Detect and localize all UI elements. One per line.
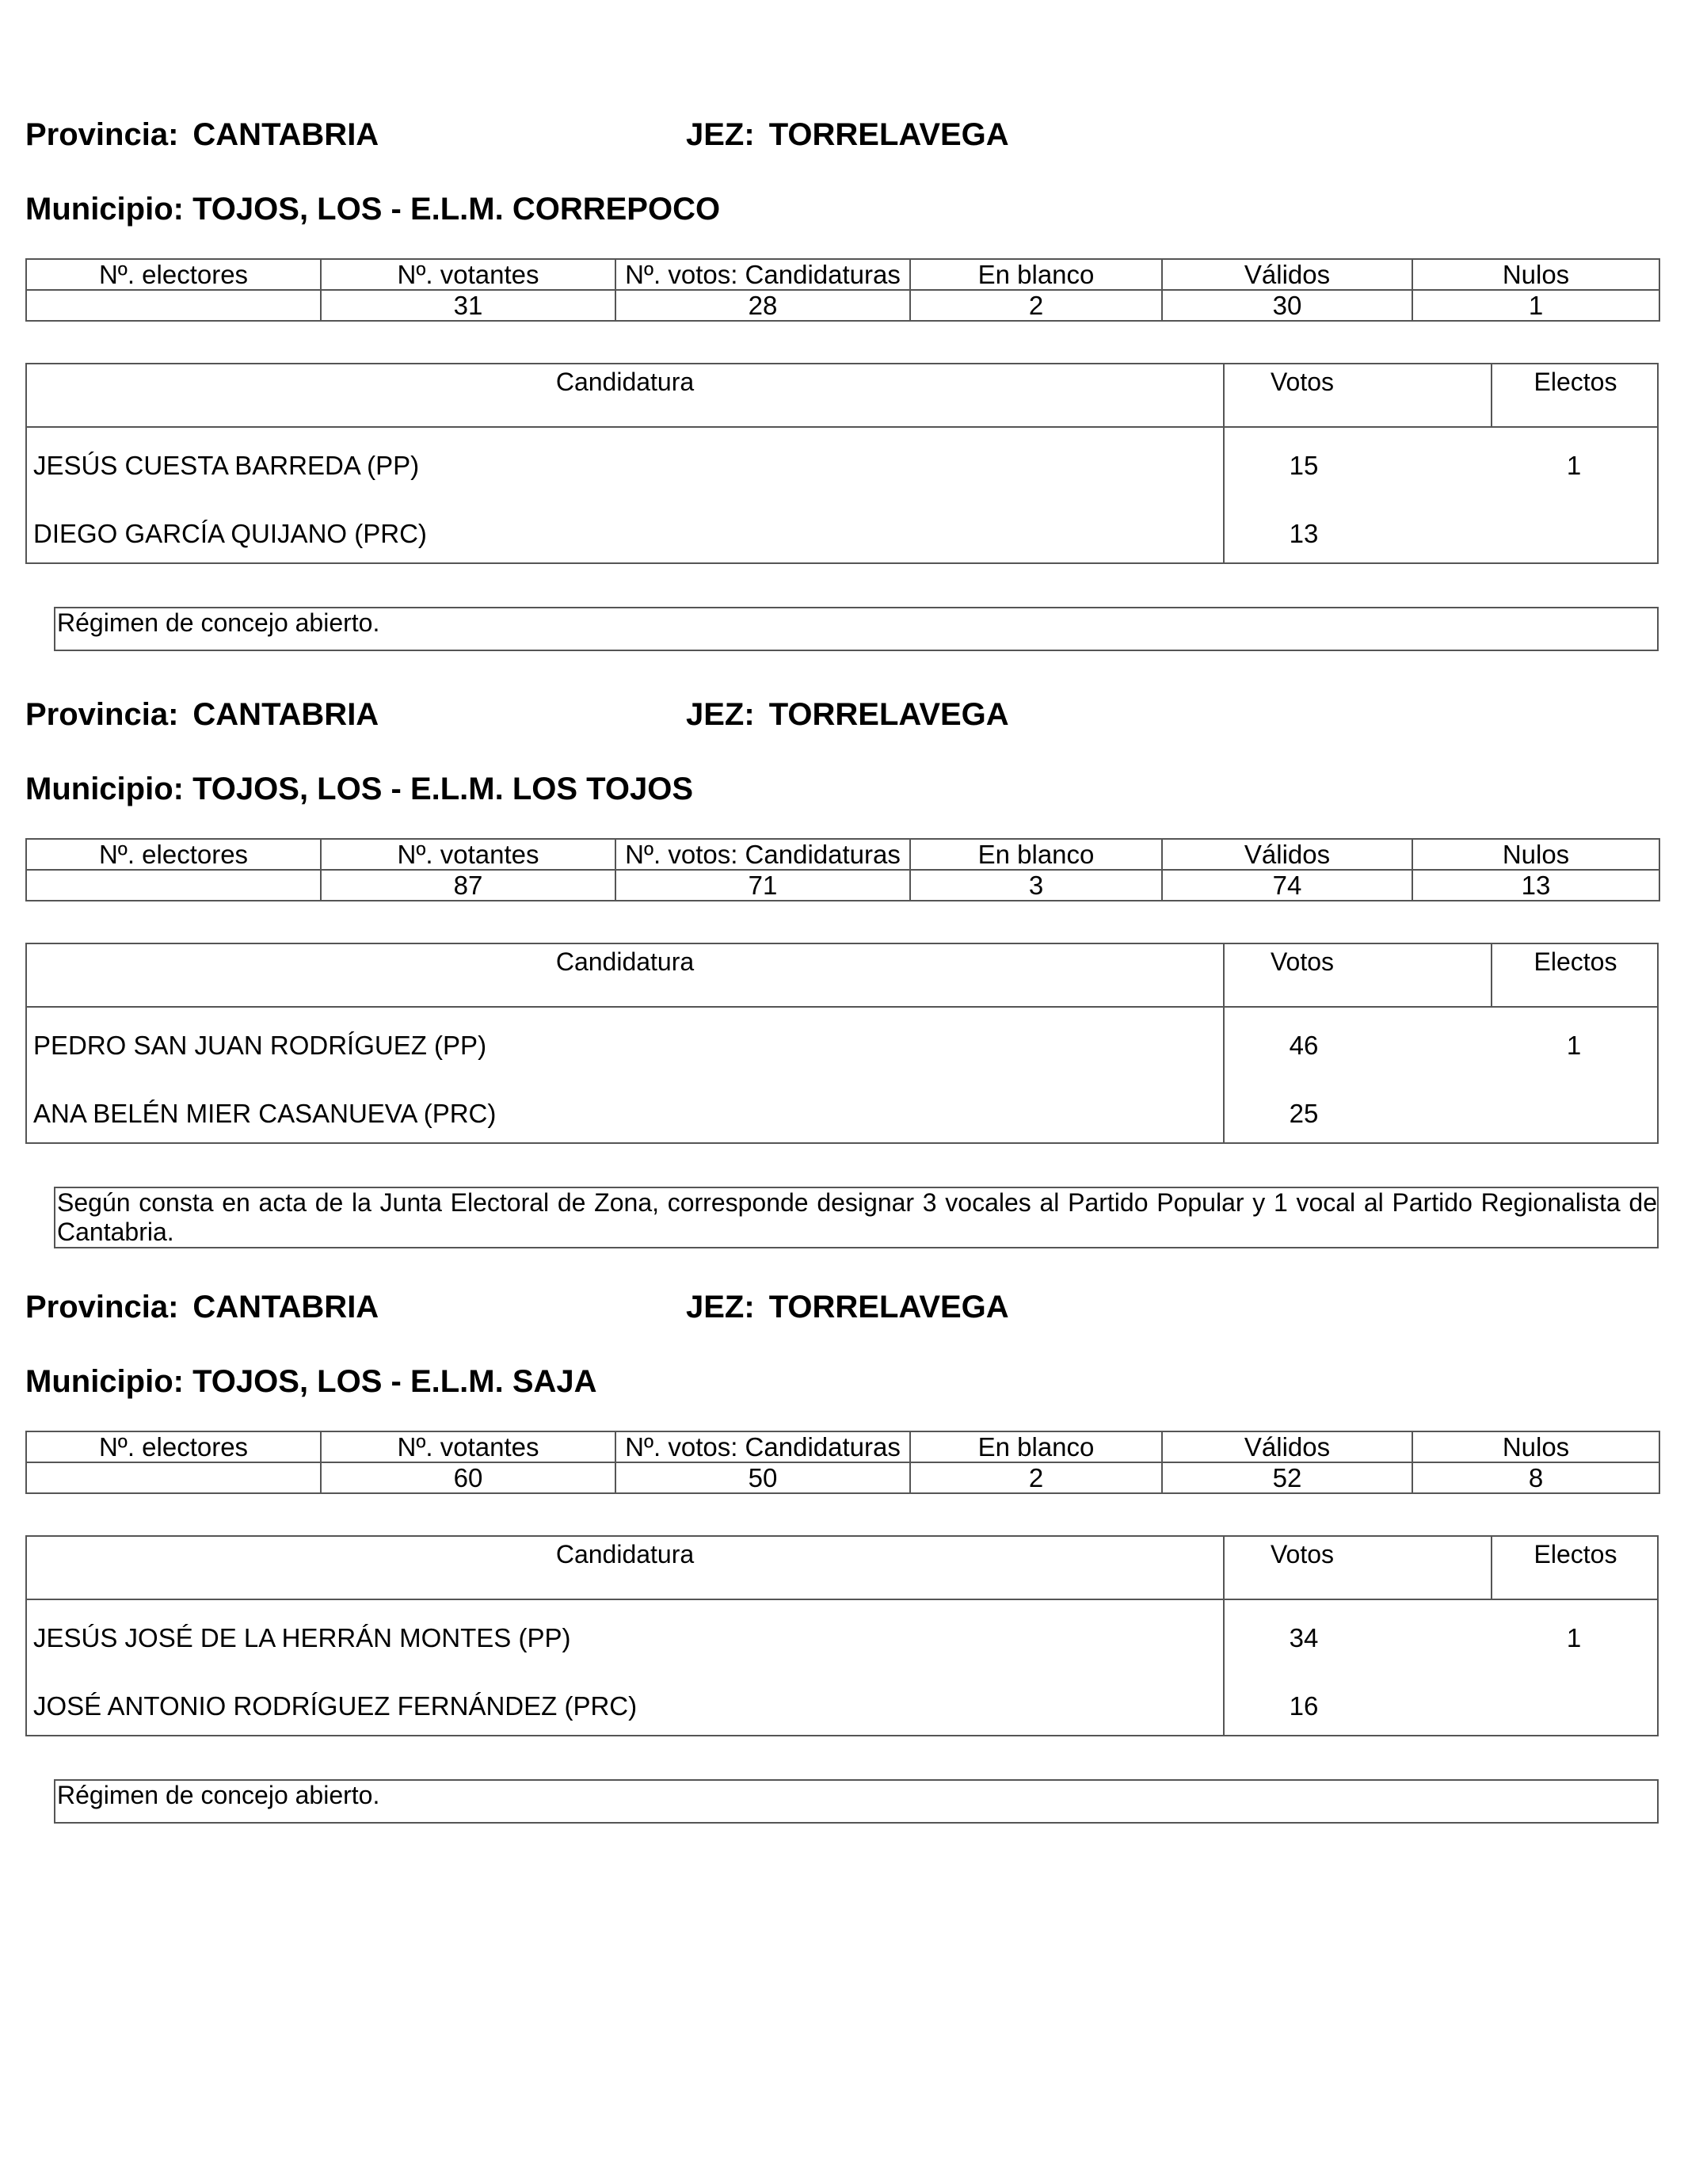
provincia-heading — [25, 1288, 379, 1326]
candidates-table — [25, 943, 1659, 1144]
jez-heading — [686, 1288, 1009, 1326]
jez-label: JEZ: — [686, 1290, 755, 1325]
votos-header: Votos — [1270, 1540, 1335, 1568]
provincia-heading — [25, 116, 379, 154]
jez-heading — [686, 696, 1009, 734]
municipio-heading — [25, 770, 693, 808]
stats-value-votos-candidaturas: 28 — [615, 290, 910, 321]
jez-value: TORRELAVEGA — [768, 117, 1009, 152]
stats-header-row — [26, 259, 1659, 290]
stats-value-electores — [26, 870, 321, 901]
note-box: Régimen de concejo abierto. — [54, 607, 1659, 651]
provincia-label: Provincia: — [25, 697, 179, 732]
candidate-votos: 15 — [1289, 451, 1319, 480]
stats-value-votos-candidaturas: 50 — [615, 1462, 910, 1493]
candidate-votos: 13 — [1289, 519, 1319, 548]
candidate-name: DIEGO GARCÍA QUIJANO (PRC) — [33, 519, 427, 548]
candidate-name: JOSÉ ANTONIO RODRÍGUEZ FERNÁNDEZ (PRC) — [33, 1691, 638, 1721]
stats-header-votos-candidaturas: Nº. votos: Candidaturas — [615, 1431, 910, 1462]
municipio-section — [0, 1172, 1684, 1809]
header-divider — [27, 426, 1556, 428]
stats-value-row — [26, 1462, 1659, 1493]
stats-value-votos-candidaturas: 71 — [615, 870, 910, 901]
candidate-votos: 25 — [1289, 1099, 1319, 1128]
electos-header: Electos — [1534, 947, 1617, 976]
stats-value-row — [26, 290, 1659, 321]
stats-value-nulos: 13 — [1412, 870, 1659, 901]
stats-header-en-blanco: En blanco — [910, 839, 1162, 870]
stats-value-nulos: 1 — [1412, 290, 1659, 321]
stats-value-row — [26, 870, 1659, 901]
stats-header-nulos: Nulos — [1412, 1431, 1659, 1462]
electos-header: Electos — [1534, 1540, 1617, 1568]
stats-value-en-blanco: 3 — [910, 870, 1162, 901]
municipio-value: TOJOS, LOS - E.L.M. CORREPOCO — [192, 192, 721, 227]
candidates-table — [25, 363, 1659, 564]
stats-table — [25, 258, 1660, 322]
municipio-heading — [25, 190, 720, 228]
candidate-votos: 46 — [1289, 1031, 1319, 1060]
municipio-section — [0, 0, 1684, 637]
stats-header-nulos: Nulos — [1412, 259, 1659, 290]
provincia-label: Provincia: — [25, 117, 179, 152]
stats-value-electores — [26, 290, 321, 321]
jez-value: TORRELAVEGA — [768, 1290, 1009, 1325]
candidatura-header: Candidatura — [555, 1540, 695, 1568]
jez-label: JEZ: — [686, 117, 755, 152]
stats-header-electores: Nº. electores — [26, 1431, 321, 1462]
stats-header-votantes: Nº. votantes — [321, 1431, 615, 1462]
candidate-electos: 1 — [1566, 451, 1582, 480]
stats-header-row — [26, 1431, 1659, 1462]
provincia-heading — [25, 696, 379, 734]
candidate-name: JESÚS CUESTA BARREDA (PP) — [33, 451, 420, 480]
stats-header-electores: Nº. electores — [26, 259, 321, 290]
stats-header-votantes: Nº. votantes — [321, 259, 615, 290]
stats-value-votantes: 31 — [321, 290, 615, 321]
municipio-section — [0, 580, 1684, 1246]
candidate-name: ANA BELÉN MIER CASANUEVA (PRC) — [33, 1099, 497, 1128]
stats-value-validos: 74 — [1162, 870, 1412, 901]
note-box: Régimen de concejo abierto. — [54, 1779, 1659, 1824]
candidate-electos: 1 — [1566, 1623, 1582, 1652]
municipio-label: Municipio: — [25, 1364, 184, 1399]
stats-header-validos: Válidos — [1162, 839, 1412, 870]
municipio-value: TOJOS, LOS - E.L.M. SAJA — [192, 1364, 597, 1399]
stats-header-en-blanco: En blanco — [910, 1431, 1162, 1462]
candidate-votos: 34 — [1289, 1623, 1319, 1652]
candidate-votos: 16 — [1289, 1691, 1319, 1721]
stats-header-electores: Nº. electores — [26, 839, 321, 870]
jez-label: JEZ: — [686, 697, 755, 732]
stats-header-votantes: Nº. votantes — [321, 839, 615, 870]
header-divider — [27, 1006, 1556, 1008]
votos-header: Votos — [1270, 947, 1335, 976]
provincia-value: CANTABRIA — [192, 1290, 379, 1325]
candidate-name: PEDRO SAN JUAN RODRÍGUEZ (PP) — [33, 1031, 487, 1060]
stats-value-en-blanco: 2 — [910, 1462, 1162, 1493]
stats-header-row — [26, 839, 1659, 870]
stats-header-votos-candidaturas: Nº. votos: Candidaturas — [615, 259, 910, 290]
candidatura-header: Candidatura — [555, 947, 695, 976]
jez-heading — [686, 116, 1009, 154]
candidate-name: JESÚS JOSÉ DE LA HERRÁN MONTES (PP) — [33, 1623, 571, 1652]
municipio-heading — [25, 1363, 597, 1401]
stats-value-validos: 52 — [1162, 1462, 1412, 1493]
provincia-value: CANTABRIA — [192, 697, 379, 732]
jez-value: TORRELAVEGA — [768, 697, 1009, 732]
stats-header-en-blanco: En blanco — [910, 259, 1162, 290]
electos-header: Electos — [1534, 368, 1617, 396]
votos-header: Votos — [1270, 368, 1335, 396]
stats-table — [25, 1431, 1660, 1494]
stats-value-electores — [26, 1462, 321, 1493]
stats-header-nulos: Nulos — [1412, 839, 1659, 870]
municipio-label: Municipio: — [25, 772, 184, 806]
provincia-label: Provincia: — [25, 1290, 179, 1325]
stats-value-en-blanco: 2 — [910, 290, 1162, 321]
stats-value-nulos: 8 — [1412, 1462, 1659, 1493]
note-box: Según consta en acta de la Junta Electoral de Zona, corresponde designar 3 vocales al Partido Popular y 1 vocal al Partido Regionalista de Cantabria. — [54, 1187, 1659, 1248]
candidates-table — [25, 1535, 1659, 1736]
candidate-electos: 1 — [1566, 1031, 1582, 1060]
provincia-value: CANTABRIA — [192, 117, 379, 152]
stats-value-validos: 30 — [1162, 290, 1412, 321]
stats-header-validos: Válidos — [1162, 1431, 1412, 1462]
stats-value-votantes: 87 — [321, 870, 615, 901]
header-divider — [27, 1599, 1556, 1600]
municipio-value: TOJOS, LOS - E.L.M. LOS TOJOS — [192, 772, 694, 806]
stats-value-votantes: 60 — [321, 1462, 615, 1493]
municipio-label: Municipio: — [25, 192, 184, 227]
stats-header-validos: Válidos — [1162, 259, 1412, 290]
stats-header-votos-candidaturas: Nº. votos: Candidaturas — [615, 839, 910, 870]
stats-table — [25, 838, 1660, 901]
candidatura-header: Candidatura — [555, 368, 695, 396]
